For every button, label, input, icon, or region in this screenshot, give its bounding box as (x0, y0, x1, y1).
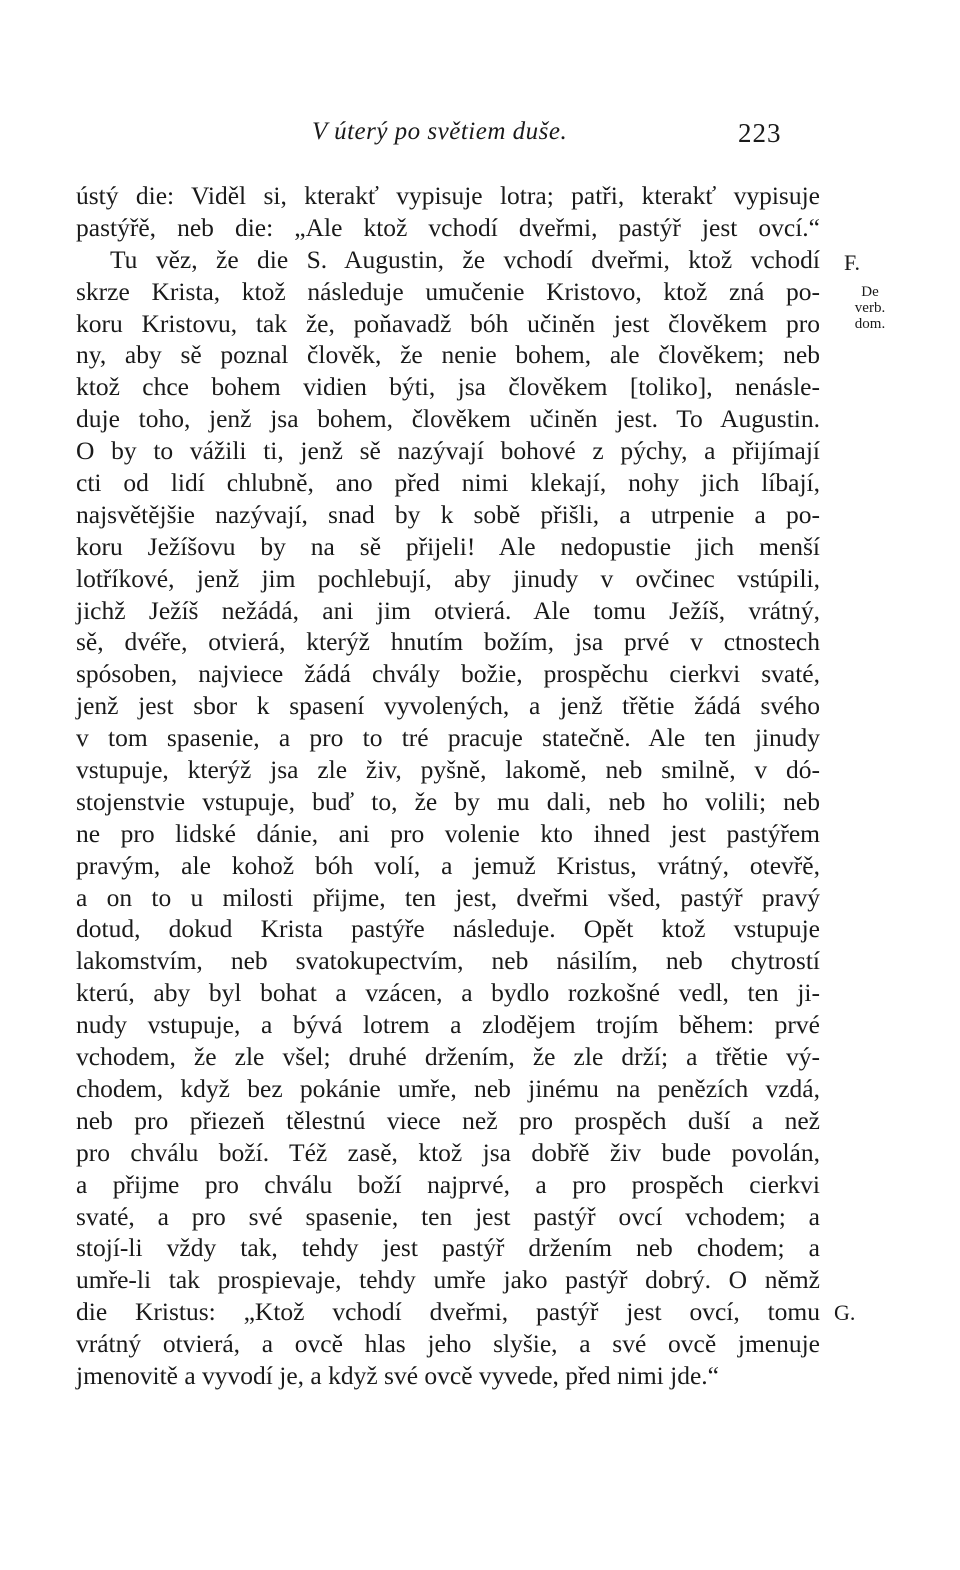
text-line: chodem, když bez pokánie umře, neb jinému na penězích vzdá, (76, 1073, 820, 1103)
text-line: najsvětějšie nazývají, snad by k sobě přišli, a utrpenie a po- (76, 499, 820, 529)
text-line: duje toho, jenž jsa bohem, člověkem učiněn jest. To Augustin. (76, 404, 820, 434)
text-line: O by to vážili ti, jenž sě nazývají bohové z pýchy, a přijímají (76, 436, 820, 466)
text-line: vchodem, že zle všel; druhé držením, že zle drží; a třětie vý- (76, 1042, 820, 1072)
margin-note-dom: dom. (854, 316, 886, 332)
text-line: lotříkové, jenž jim pochlebují, aby jinudy v ovčinec vstúpili, (76, 563, 820, 593)
text-line: a přijme pro chválu boží najprvé, a pro prospěch cierkvi (76, 1169, 820, 1199)
running-title: V úterý po světiem duše. (312, 118, 568, 145)
text-line: jichž Ježíš nežádá, ani jim otvierá. Ale tomu Ježíš, vrátný, (76, 595, 820, 625)
text-line: ústý die: Viděl si, kterakť vypisuje lotra; patři, kterakť vypisuje (76, 181, 820, 210)
text-line: koru Ježíšovu by na sě přijeli! Ale nedopustie jich menší (76, 531, 820, 561)
text-line: jenž jest sbor k spasení vyvolených, a jenž třětie žádá svého (76, 691, 820, 721)
text-line: pravým, ale kohož bóh volí, a jemuž Kristus, vrátný, otevřě, (76, 850, 820, 880)
text-line: spósoben, najviece žádá chvály božie, prospěchu cierkvi svaté, (76, 659, 820, 689)
text-line: vrátný otvierá, a ovcě hlas jeho slyšie, a své ovcě jmenuje (76, 1329, 820, 1359)
margin-note-g: G. (834, 1300, 856, 1325)
text-line: lakomstvím, neb svatokupectvím, neb násilím, neb chytrostí (76, 946, 820, 976)
text-line: ny, aby sě poznal člověk, že nenie bohem, ale člověkem; neb (76, 340, 820, 370)
text-line: stojenstvie vstupuje, buď to, že by mu dali, neb ho volili; neb (76, 786, 820, 816)
text-line: stojí-li vždy tak, tehdy jest pastýř držením neb chodem; a (76, 1233, 820, 1263)
text-line: nudy vstupuje, a bývá lotrem a zlodějem trojím během: prvé (76, 1010, 820, 1040)
text-line: ktož chce bohem vidien býti, jsa člověkem [toliko], nenásle- (76, 372, 820, 402)
text-line: sě, dvéře, otvierá, kterýž hnutím božím, jsa prvé v ctnostech (76, 627, 820, 657)
page-header (0, 118, 960, 158)
text-line: kterú, aby byl bohat a vzácen, a bydlo rozkošné vedl, ten ji- (76, 978, 820, 1008)
text-line: ne pro lidské dánie, ani pro volenie kto ihned jest pastýřem (76, 818, 820, 848)
text-line: dotud, dokud Krista pastýře následuje. Opět ktož vstupuje (76, 914, 820, 944)
margin-note-f: F. (844, 250, 860, 275)
text-line: cti od lidí chlubně, ano před nimi klekají, nohy jich líbají, (76, 468, 820, 498)
text-line: umře-li tak prospievaje, tehdy umře jako pastýř dobrý. O němž (76, 1265, 820, 1295)
margin-note-de-verb-dom (850, 284, 890, 332)
body-text (76, 180, 820, 1392)
text-line: Tu věz, že die S. Augustin, že vchodí dveřmi, ktož vchodí (110, 244, 820, 274)
text-line: jmenovitě a vyvodí je, a když své ovcě vyvede, před nimi jde.“ (76, 1360, 719, 1390)
page-number: 223 (738, 118, 782, 148)
text-line: die Kristus: „Ktož vchodí dveřmi, pastýř jest ovcí, tomu (76, 1297, 820, 1327)
margin-note-de-verb: De verb. (854, 284, 886, 316)
text-line: vstupuje, kterýž jsa zle živ, pyšně, lakomě, neb smilně, v dó- (76, 755, 820, 785)
text-line: a on to u milosti přijme, ten jest, dveřmi všed, pastýř pravý (76, 882, 820, 912)
text-line: pro chválu boží. Též zasě, ktož jsa dobřě živ bude povolán, (76, 1137, 820, 1167)
text-line: svaté, a pro své spasenie, ten jest pastýř ovcí vchodem; a (76, 1201, 820, 1231)
text-line: koru Kristovu, tak že, poňavadž bóh učiněn jest člověkem pro (76, 308, 820, 338)
text-line: v tom spasenie, a pro to tré pracuje statečně. Ale ten jinudy (76, 723, 820, 753)
text-line: pastýřě, neb die: „Ale ktož vchodí dveřmi, pastýř jest ovcí.“ (76, 212, 820, 242)
text-line: skrze Krista, ktož následuje umučenie Kristovo, ktož zná po- (76, 276, 820, 306)
text-line: neb pro přiezeň tělestnú viece než pro prospěch duší a než (76, 1105, 820, 1135)
